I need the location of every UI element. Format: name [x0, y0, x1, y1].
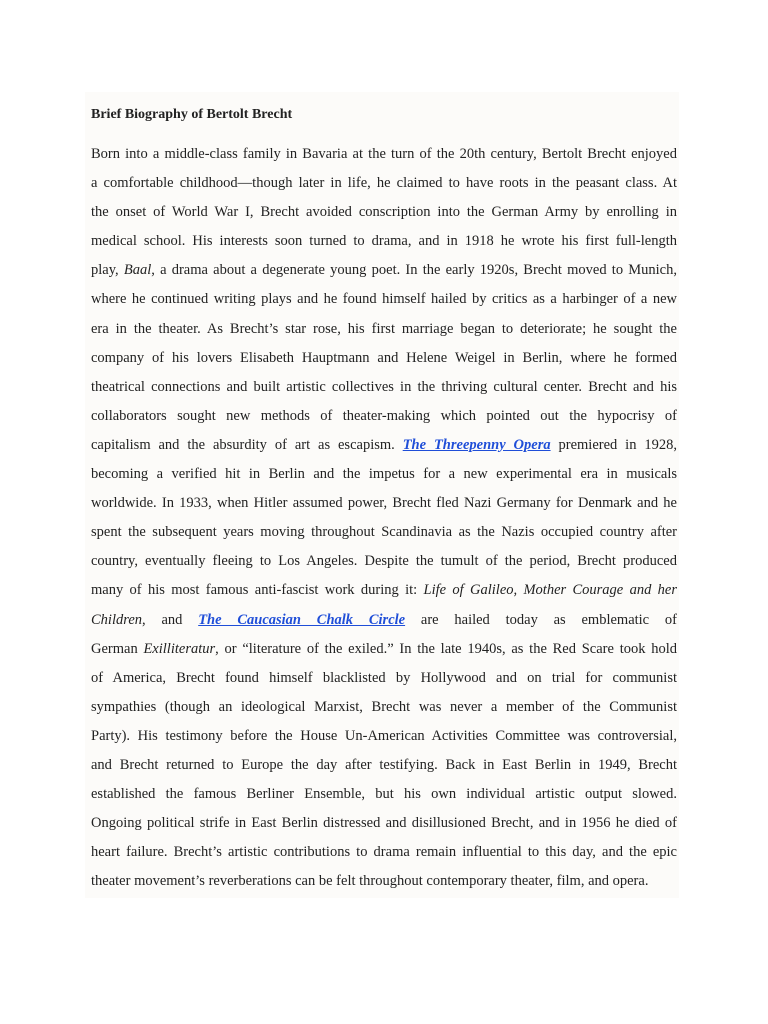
paragraph-line: Ongoing political strife in East Berlin distressed and disillusioned Brecht, and in 1956 he died of — [91, 815, 677, 832]
paragraph-line: where he continued writing plays and he found himself hailed by critics as a harbinger of a new — [91, 291, 677, 308]
paragraph-line: theatrical connections and built artistic collectives in the thriving cultural center. Brecht and his — [91, 378, 677, 395]
paragraph-line: a comfortable childhood—though later in life, he claimed to have roots in the peasant class. At — [91, 175, 677, 192]
paragraph-line: Children, and The Caucasian Chalk Circle are hailed today as emblematic of — [91, 611, 677, 628]
term-exilliteratur: Exilliteratur — [143, 640, 216, 657]
paragraph-line: many of his most famous anti-fascist work during it: Life of Galileo, Mother Courage and her — [91, 582, 677, 599]
threepenny-opera-link[interactable]: The Threepenny Opera — [402, 436, 551, 453]
document-title: Brief Biography of Bertolt Brecht — [91, 107, 293, 122]
paragraph-line: collaborators sought new methods of theater-making which pointed out the hypocrisy of — [91, 407, 677, 424]
title-galileo-mother-courage: Life of Galileo, Mother Courage and her — [423, 582, 677, 599]
paragraph-line: becoming a verified hit in Berlin and the impetus for a new experimental era in musicals — [91, 466, 677, 483]
paragraph-line: German Exilliteratur, or “literature of the exiled.” In the late 1940s, as the Red Scare took hold — [91, 640, 677, 657]
paragraph-line: the onset of World War I, Brecht avoided conscription into the German Army by enrolling in — [91, 204, 677, 221]
paragraph-line: theater movement’s reverberations can be felt throughout contemporary theater, film, and opera. — [91, 873, 649, 890]
paragraph-line: medical school. His interests soon turned to drama, and in 1918 he wrote his first full-length — [91, 233, 677, 250]
paragraph-line: spent the subsequent years moving throughout Scandinavia as the Nazis occupied country after — [91, 524, 677, 541]
paragraph-line: capitalism and the absurdity of art as escapism. The Threepenny Opera premiered in 1928, — [91, 436, 677, 453]
paragraph-line: sympathies (though an ideological Marxist, Brecht was never a member of the Communist — [91, 698, 677, 715]
caucasian-chalk-circle-link[interactable]: The Caucasian Chalk Circle — [198, 611, 406, 628]
biography-paragraph — [91, 140, 677, 896]
title-children: Children — [91, 611, 143, 628]
paragraph-line: era in the theater. As Brecht’s star rose, his first marriage began to deteriorate; he sought the — [91, 320, 677, 337]
document-page — [85, 92, 679, 898]
paragraph-line: company of his lovers Elisabeth Hauptmann and Helene Weigel in Berlin, where he formed — [91, 349, 677, 366]
paragraph-line: Party). His testimony before the House Un-American Activities Committee was controversial, — [91, 727, 677, 744]
paragraph-line: country, eventually fleeing to Los Angeles. Despite the tumult of the period, Brecht produced — [91, 553, 677, 570]
paragraph-line: heart failure. Brecht’s artistic contributions to drama remain influential to this day, and the epic — [91, 844, 677, 861]
paragraph-line: established the famous Berliner Ensemble, but his own individual artistic output slowed. — [91, 786, 677, 803]
paragraph-line: play, Baal, a drama about a degenerate young poet. In the early 1920s, Brecht moved to Munich, — [91, 262, 677, 279]
paragraph-line: and Brecht returned to Europe the day after testifying. Back in East Berlin in 1949, Brecht — [91, 756, 677, 773]
paragraph-line: Born into a middle-class family in Bavaria at the turn of the 20th century, Bertolt Brecht enjoyed — [91, 146, 677, 162]
paragraph-line: of America, Brecht found himself blacklisted by Hollywood and on trial for communist — [91, 669, 677, 686]
title-baal: Baal — [123, 262, 152, 279]
paragraph-line: worldwide. In 1933, when Hitler assumed power, Brecht fled Nazi Germany for Denmark and he — [91, 495, 677, 512]
